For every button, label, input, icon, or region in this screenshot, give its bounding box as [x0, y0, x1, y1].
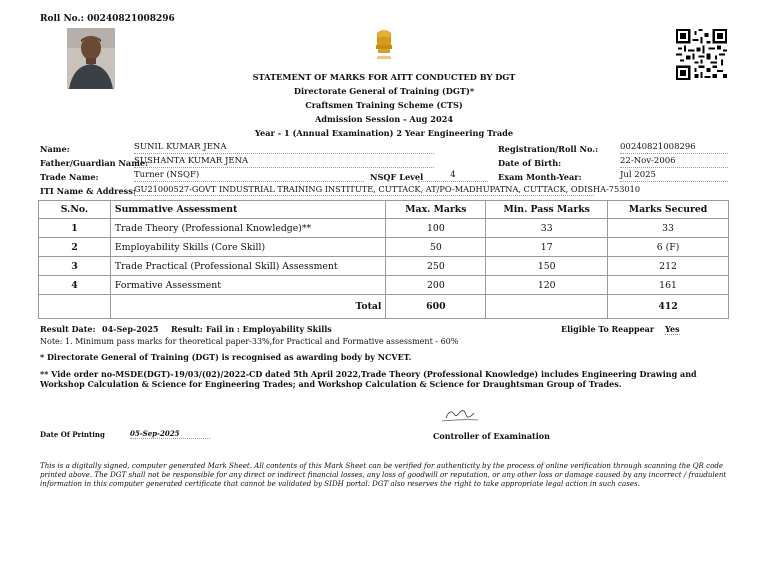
- result-date-value: 04-Sep-2025: [102, 324, 159, 334]
- total-empty-cell: [39, 295, 111, 319]
- row-sno: 1: [39, 219, 111, 238]
- controller-signature: [440, 404, 480, 426]
- row-secured: 161: [608, 276, 729, 295]
- header-line-1: Directorate General of Training (DGT)*: [293, 86, 475, 96]
- disclaimer: This is a digitally signed, computer generated Mark Sheet. All contents of this Mark Sheet can be verified for authenticity by the process of online verification through scanning the QR code printed above. The DGT shall not be responsible for any direct or indirect financial losses, any loss of goodwill or reputation, or any other loss or damage caused by any incorrect / fraudulent information in this computer generated certificate that cannot be validated by SIDH portal. DGT also reserves the right to take appropriate legal action in such cases.: [40, 461, 727, 489]
- father-value: SUSHANTA KUMAR JENA: [134, 156, 434, 168]
- row-max: 200: [386, 276, 486, 295]
- row-secured: 212: [608, 257, 729, 276]
- row-min: 33: [486, 219, 608, 238]
- controller-label: Controller of Examination: [433, 431, 550, 441]
- trade-label: Trade Name:: [40, 172, 99, 182]
- row-sno: 4: [39, 276, 111, 295]
- exam-month-label: Exam Month-Year:: [498, 172, 582, 182]
- header-line-4: Year - 1 (Annual Examination) 2 Year Engineering Trade: [254, 128, 514, 138]
- note-ncvet: * Directorate General of Training (DGT) is recognised as awarding body by NCVET.: [40, 352, 412, 362]
- total-min-empty: [486, 295, 608, 319]
- exam-month-value: Jul 2025: [620, 170, 728, 182]
- printing-date-value: 05-Sep-2025: [130, 429, 210, 439]
- name-label: Name:: [40, 144, 70, 154]
- registration-label: Registration/Roll No.:: [498, 144, 599, 154]
- total-row: [39, 295, 729, 319]
- printing-date-label: Date Of Printing: [40, 430, 105, 439]
- row-secured: 33: [608, 219, 729, 238]
- total-max: 600: [386, 295, 486, 319]
- row-sno: 3: [39, 257, 111, 276]
- note-vide-order: ** Vide order no-MSDE(DGT)-19/03/(02)/2022-CD dated 5th April 2022,Trade Theory (Professional Knowledge) includes Engineering Drawing and Workshop Calculation & Science for Engineering Trades; and Workshop Calculation & Science for Draughtsman Group of Trades.: [40, 369, 697, 389]
- row-assessment: Employability Skills (Core Skill): [110, 238, 386, 257]
- row-sno: 2: [39, 238, 111, 257]
- row-assessment: Formative Assessment: [110, 276, 386, 295]
- nsqf-label: NSQF Level: [370, 172, 424, 182]
- result-label: Result:: [171, 324, 203, 334]
- registration-value: 00240821008296: [620, 142, 728, 154]
- note-pass-marks: Note: 1. Minimum pass marks for theoretical paper-33%,for Practical and Formative assessment - 60%: [40, 337, 459, 346]
- row-secured: 6 (F): [608, 238, 729, 257]
- header-sno: S.No.: [39, 201, 111, 219]
- row-min: 120: [486, 276, 608, 295]
- row-min: 150: [486, 257, 608, 276]
- header-line-2: Craftsmen Training Scheme (CTS): [305, 100, 463, 110]
- reappear-label: Eligible To Reappear: [561, 324, 655, 334]
- row-max: 50: [386, 238, 486, 257]
- header-max-marks: Max. Marks: [386, 201, 486, 219]
- candidate-photo: [67, 28, 115, 89]
- table-header-row: [39, 201, 729, 219]
- national-emblem: [369, 27, 399, 63]
- nsqf-value: 4: [418, 170, 488, 182]
- header-min-pass: Min. Pass Marks: [486, 201, 608, 219]
- qr-code[interactable]: [676, 29, 727, 80]
- total-secured: 412: [608, 295, 729, 319]
- document-title: STATEMENT OF MARKS FOR AITT CONDUCTED BY DGT: [252, 72, 516, 82]
- table-row: [39, 257, 729, 276]
- father-label: Father/Guardian Name:: [40, 158, 149, 168]
- marks-table: [38, 200, 729, 319]
- row-min: 17: [486, 238, 608, 257]
- table-row: [39, 238, 729, 257]
- trade-value: Turner (NSQF): [134, 170, 364, 182]
- reappear-value: Yes: [665, 324, 680, 334]
- header-line-3: Admission Session - Aug 2024: [314, 114, 454, 124]
- row-assessment: Trade Practical (Professional Skill) Assessment: [110, 257, 386, 276]
- iti-value: GU21000527-GOVT INDUSTRIAL TRAINING INSTITUTE, CUTTACK, AT/PO-MADHUPATNA, CUTTACK, ODISHA-753010: [134, 184, 641, 194]
- dob-value: 22-Nov-2006: [620, 156, 728, 168]
- name-value: SUNIL KUMAR JENA: [134, 142, 434, 154]
- row-max: 250: [386, 257, 486, 276]
- table-row: [39, 276, 729, 295]
- table-row: [39, 219, 729, 238]
- result-date-label: Result Date:: [40, 324, 96, 334]
- row-assessment: Trade Theory (Professional Knowledge)**: [110, 219, 386, 238]
- dob-label: Date of Birth:: [498, 158, 562, 168]
- iti-label: ITI Name & Address:: [40, 186, 136, 196]
- result-value: Fail in : Employability Skills: [206, 324, 332, 334]
- header-assessment: Summative Assessment: [110, 201, 386, 219]
- total-label: Total: [110, 295, 386, 319]
- header-secured: Marks Secured: [608, 201, 729, 219]
- row-max: 100: [386, 219, 486, 238]
- roll-number: Roll No.: 00240821008296: [40, 14, 175, 24]
